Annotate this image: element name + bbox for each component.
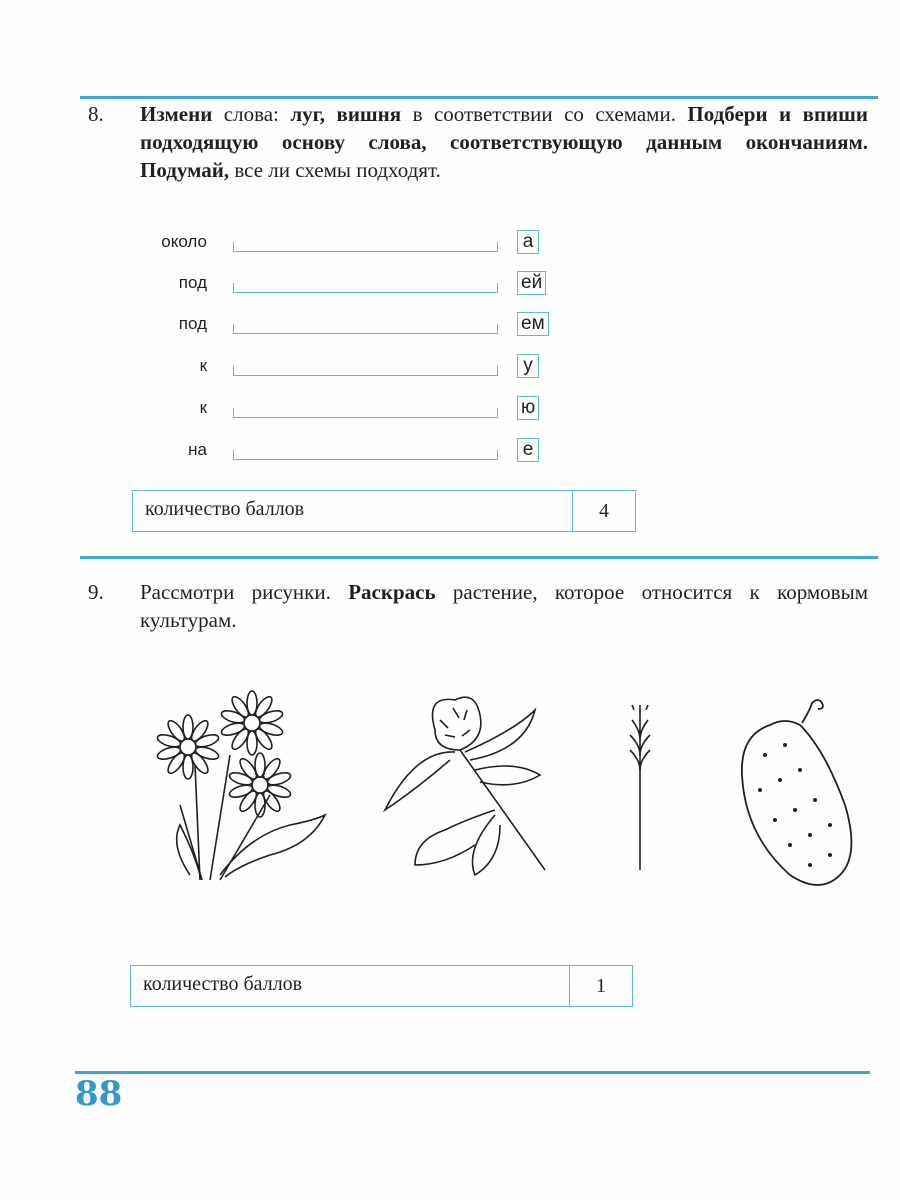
task-text: Рассмотри рисунки. Раскрась растение, которое относится к кормовым культурам. (140, 580, 868, 632)
preposition: к (199, 398, 207, 417)
cucumber-drawing[interactable] (730, 695, 870, 895)
word-scheme-row (0, 231, 560, 268)
ending-box: у (517, 354, 539, 378)
chamomile-drawing[interactable] (140, 685, 340, 885)
page-number: 88 (75, 1074, 123, 1114)
score-label: количество баллов (145, 498, 305, 520)
preposition: на (188, 440, 207, 459)
score-box-8 (132, 490, 636, 532)
score-label: количество баллов (143, 973, 303, 995)
preposition: около (161, 232, 207, 251)
stem-input-line[interactable] (233, 408, 498, 418)
task-text: Измени слова: луг, вишня в соответствии со схемами. Подбери и впиши подходящую основу слова, соответствующую данным окончаниям. Подумай, все ли схемы подходят. (140, 102, 868, 182)
word-scheme-row (0, 355, 560, 392)
task-number: 8. (88, 102, 104, 126)
word-scheme-row (0, 439, 560, 476)
word-scheme-row (0, 397, 560, 434)
ending-box: ем (517, 312, 549, 336)
ending-box: ей (517, 271, 546, 295)
stem-input-line[interactable] (233, 450, 498, 460)
stem-input-line[interactable] (233, 283, 498, 293)
preposition: под (178, 314, 207, 333)
ending-box: ю (517, 396, 539, 420)
score-value: 1 (569, 966, 632, 1006)
preposition: под (178, 273, 207, 292)
task-number: 9. (88, 580, 104, 604)
section-divider (80, 556, 878, 559)
bottom-divider (75, 1071, 870, 1074)
preposition: к (199, 356, 207, 375)
score-box-9 (130, 965, 633, 1007)
ending-box: е (517, 438, 539, 462)
stem-input-line[interactable] (233, 324, 498, 334)
stem-input-line[interactable] (233, 242, 498, 252)
stem-input-line[interactable] (233, 366, 498, 376)
top-divider (80, 96, 878, 99)
clover-drawing[interactable] (375, 690, 555, 880)
word-scheme-row (0, 313, 560, 350)
wheat-drawing[interactable] (610, 705, 670, 875)
score-value: 4 (572, 491, 635, 531)
word-scheme-row (0, 272, 560, 309)
ending-box: а (517, 230, 539, 254)
